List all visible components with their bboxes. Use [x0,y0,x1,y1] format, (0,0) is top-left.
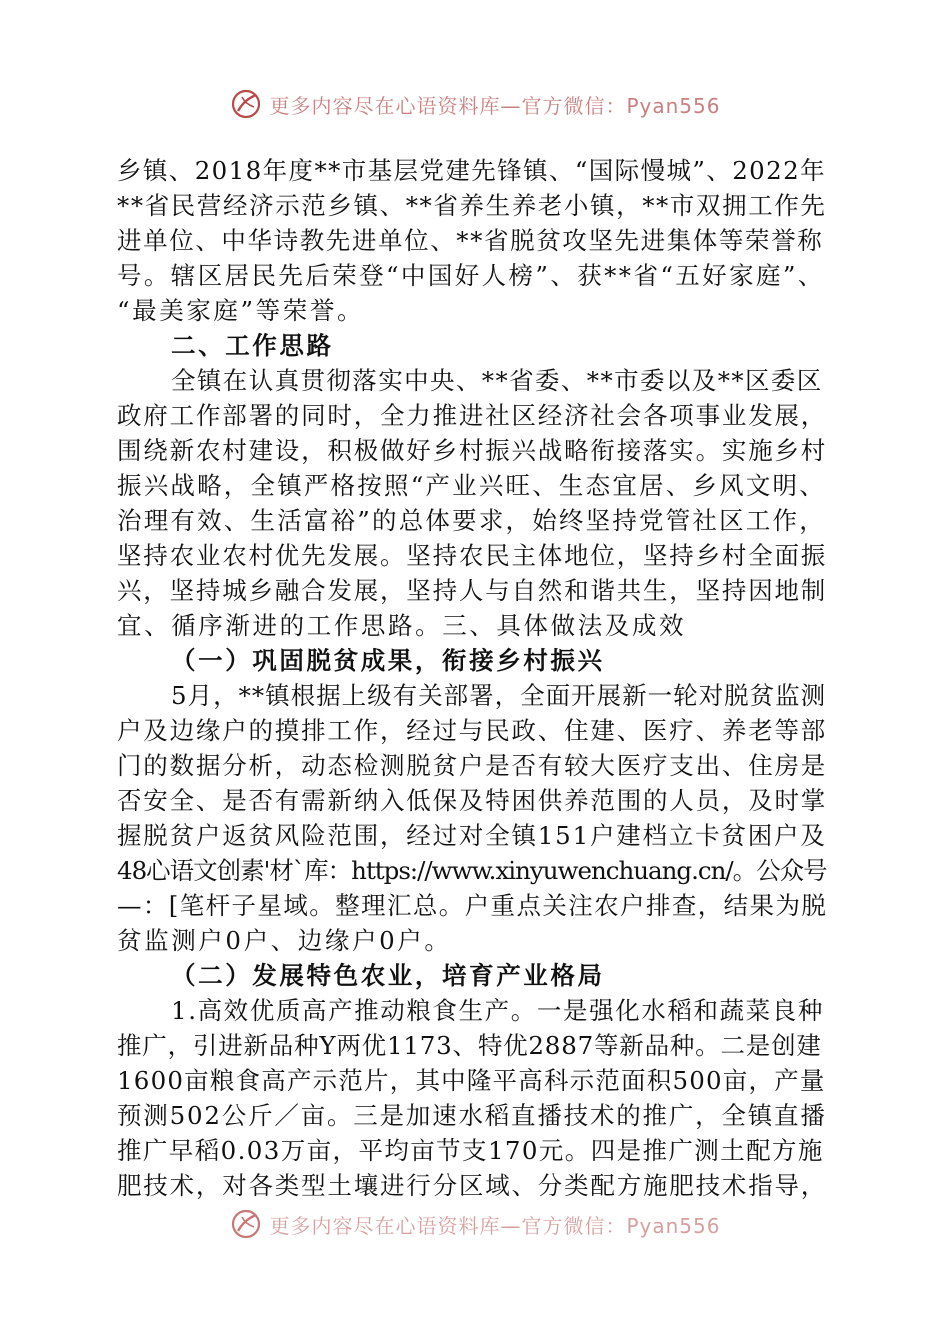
text-line: 预测502公斤／亩。三是加速水稻直播技术的推广，全镇直播 [117,1101,827,1130]
watermark-text: 更多内容尽在心语资料库—官方微信：Pyan556 [269,93,721,118]
text-line: 兴，坚持城乡融合发展，坚持人与自然和谐共生，坚持因地制 [117,576,827,605]
text-line: 全镇在认真贯彻落实中央、**省委、**市委以及**区委区 [171,366,823,395]
section-heading: （二）发展特色农业，培育产业格局 [171,961,605,990]
text-line: 推广，引进新品种Y两优1173、特优2887等新品种。二是创建 [117,1031,822,1060]
logo-icon [229,87,263,121]
text-line: 握脱贫户返贫风险范围，经过对全镇151户建档立卡贫困户及 [117,821,827,850]
text-line: 5月，**镇根据上级有关部署，全面开展新一轮对脱贫监测 [171,681,827,710]
text-line: 围绕新农村建设，积极做好乡村振兴战略衔接落实。实施乡村 [117,436,827,465]
watermark-header [0,84,950,124]
text-line: 政府工作部署的同时，全力推进社区经济社会各项事业发展， [117,401,827,430]
text-line: 推广早稻0.03万亩，平均亩节支170元。四是推广测土配方施 [117,1136,824,1165]
text-line: 48心语文创素'材`库：https://www.xinyuwenchuang.cn/。公众号 [117,856,827,885]
text-line: 1.高效优质高产推动粮食生产。一是强化水稻和蔬菜良种 [171,996,824,1025]
text-line: 治理有效、生活富裕”的总体要求，始终坚持党管社区工作， [117,506,826,535]
text-line: 1600亩粮食高产示范片，其中隆平高科示范面积500亩，产量 [117,1066,826,1095]
text-line: 振兴战略，全镇严格按照“产业兴旺、生态宜居、乡风文明、 [117,471,826,500]
watermark-text: 更多内容尽在心语资料库—官方微信：Pyan556 [269,1213,721,1238]
section-heading: 二、工作思路 [171,331,334,360]
text-line: 号。辖区居民先后荣登“中国好人榜”、获**省“五好家庭”、 [117,261,825,290]
text-line: 宜、循序渐进的工作思路。三、具体做法及成效 [117,611,687,640]
text-line: 坚持农业农村优先发展。坚持农民主体地位，坚持乡村全面振 [117,541,827,570]
watermark-footer [0,1204,950,1244]
text-line: 进单位、中华诗教先进单位、**省脱贫攻坚先进集体等荣誉称 [117,226,824,255]
text-line: 门的数据分析，动态检测脱贫户是否有较大医疗支出、住房是 [117,751,827,780]
text-line: —：[笔杆子星域。整理汇总。户重点关注农户排查，结果为脱 [117,891,827,920]
text-line: 贫监测户0户、边缘户0户。 [117,926,452,955]
text-line: 乡镇、2018年度**市基层党建先锋镇、“国际慢城”、2022年 [117,156,827,185]
logo-icon [229,1207,263,1241]
text-line: 否安全、是否有需新纳入低保及特困供养范围的人员，及时掌 [117,786,827,815]
text-line: **省民营经济示范乡镇、**省养生养老小镇，**市双拥工作先 [117,191,827,220]
section-heading: （一）巩固脱贫成果，衔接乡村振兴 [171,646,605,675]
text-line: 肥技术，对各类型土壤进行分区域、分类配方施肥技术指导， [117,1171,827,1200]
text-line: “最美家庭”等荣誉。 [117,296,365,325]
text-line: 户及边缘户的摸排工作，经过与民政、住建、医疗、养老等部 [117,716,827,745]
document-body [117,153,827,1203]
